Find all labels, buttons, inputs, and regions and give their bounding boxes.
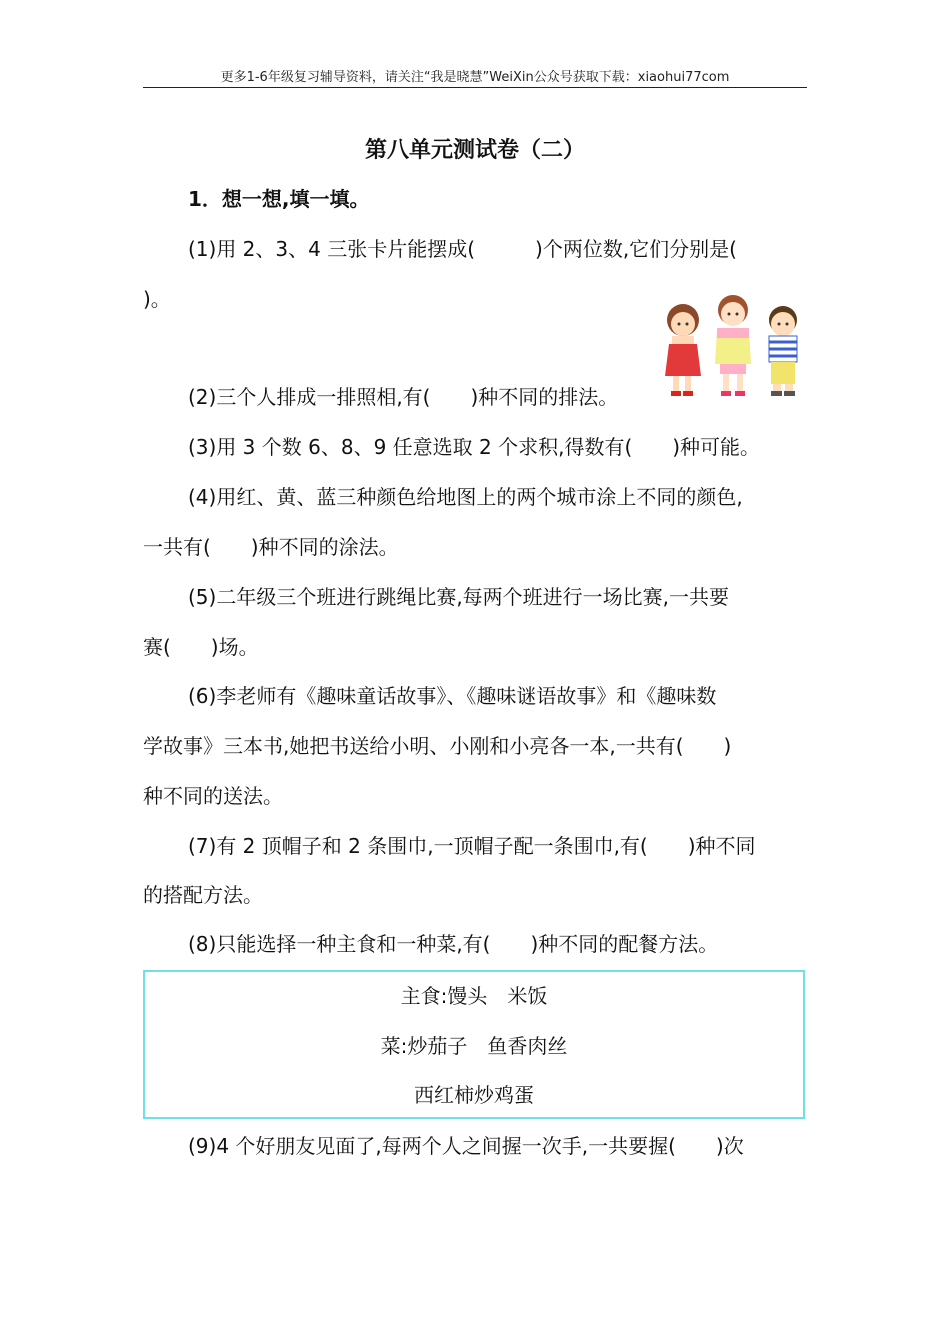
menu-staple-line: 主食:馒头 米饭 xyxy=(400,984,548,1008)
question-6-line-3: 种不同的送法。 xyxy=(143,784,283,808)
header-divider xyxy=(143,87,807,88)
three-children-illustration xyxy=(655,292,811,400)
boy-figure-right xyxy=(769,306,797,396)
question-6-line-1: (6)李老师有《趣味童话故事》、《趣味谜语故事》和《趣味数 xyxy=(188,684,717,708)
question-7-line-1: (7)有 2 顶帽子和 2 条围巾,一顶帽子配一条围巾,有( )种不同 xyxy=(188,834,756,858)
question-8: (8)只能选择一种主食和一种菜,有( )种不同的配餐方法。 xyxy=(188,932,719,956)
question-5-line-2: 赛( )场。 xyxy=(143,635,259,659)
question-2: (2)三个人排成一排照相,有( )种不同的排法。 xyxy=(188,385,619,409)
question-5-line-1: (5)二年级三个班进行跳绳比赛,每两个班进行一场比赛,一共要 xyxy=(188,585,730,609)
question-4-line-1: (4)用红、黄、蓝三种颜色给地图上的两个城市涂上不同的颜色, xyxy=(188,485,743,509)
question-1-line-2: )。 xyxy=(143,287,171,311)
menu-dishes-line: 菜:炒茄子 鱼香肉丝 xyxy=(380,1034,568,1058)
question-1-line-1: (1)用 2、3、4 三张卡片能摆成( )个两位数,它们分别是( xyxy=(188,237,737,261)
girl-figure-left xyxy=(665,304,701,396)
menu-box xyxy=(143,970,805,1119)
question-3: (3)用 3 个数 6、8、9 任意选取 2 个求积,得数有( )种可能。 xyxy=(188,435,761,459)
page-header: 更多1-6年级复习辅导资料，请关注“我是晓慧”WeiXin公众号获取下载：xiaohui77com xyxy=(220,70,730,85)
question-9: (9)4 个好朋友见面了,每两个人之间握一次手,一共要握( )次 xyxy=(188,1134,744,1158)
question-4-line-2: 一共有( )种不同的涂法。 xyxy=(143,535,399,559)
menu-dish-3-line: 西红柿炒鸡蛋 xyxy=(414,1083,534,1107)
question-6-line-2: 学故事》三本书,她把书送给小明、小刚和小亮各一本,一共有( ) xyxy=(143,734,732,758)
girl-figure-middle xyxy=(715,295,751,396)
section-heading: 1．想一想,填一填。 xyxy=(188,187,370,211)
page-title: 第八单元测试卷（二） xyxy=(364,137,585,163)
question-7-line-2: 的搭配方法。 xyxy=(143,883,263,907)
